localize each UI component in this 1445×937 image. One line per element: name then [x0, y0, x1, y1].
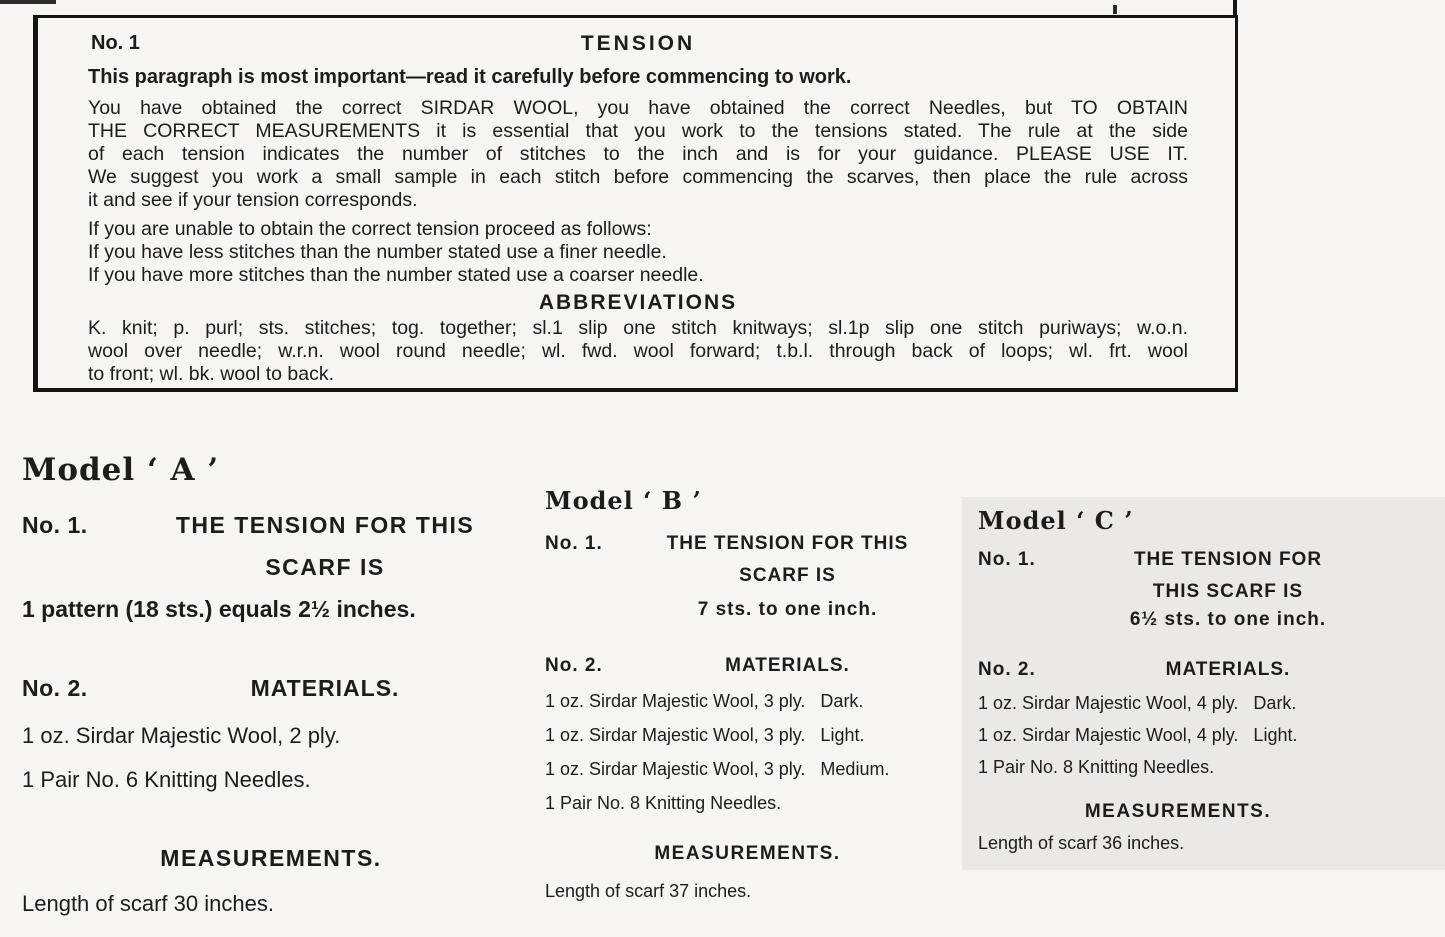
- tension-no-label: No. 1: [91, 32, 140, 54]
- model-a-tension-line1: THE TENSION FOR THIS: [175, 512, 475, 538]
- model-a-no2-label: No. 2.: [22, 675, 88, 701]
- model-a-tension-value: 1 pattern (18 sts.) equals 2½ inches.: [22, 596, 416, 622]
- abbreviation-line: K. knit; p. purl; sts. stitches; tog. together; sl.1 slip one stitch knitways; sl.1p slip one stitch puriways; w.o.n.: [88, 317, 1188, 339]
- model-c-material-item: 1 oz. Sirdar Majestic Wool, 4 ply. Light.: [978, 725, 1298, 745]
- model-a-measurement: Length of scarf 30 inches.: [22, 891, 274, 916]
- model-c-tension-value: 6½ sts. to one inch.: [1129, 609, 1327, 630]
- model-c-measurements-title: MEASUREMENTS.: [1084, 801, 1272, 822]
- paragraph-line: of each tension indicates the number of stitches to the inch and is for your guidance. PLEASE USE IT.: [88, 143, 1188, 165]
- model-b-materials-row: [545, 655, 950, 677]
- tension-advice: [88, 218, 1188, 287]
- model-a-no1-label: No. 1.: [22, 512, 88, 538]
- model-c-materials-title: MATERIALS.: [1165, 659, 1291, 680]
- advice-line: If you have less stitches than the number stated use a finer needle.: [88, 241, 667, 263]
- model-b-tension-row3: [545, 599, 950, 621]
- model-a-materials-row: [22, 675, 520, 701]
- model-b-tension-line1: THE TENSION FOR THIS: [666, 533, 909, 554]
- model-b-material-item: 1 oz. Sirdar Majestic Wool, 3 ply. Dark.: [545, 691, 864, 711]
- paragraph-line: You have obtained the correct SIRDAR WOOL, you have obtained the correct Needles, but TO OBTAIN: [88, 97, 1188, 119]
- paragraph-line: We suggest you work a small sample in each stitch before commencing the scarves, then place the rule across: [88, 166, 1188, 188]
- model-c-no2-label: No. 2.: [978, 659, 1036, 680]
- paragraph-line: THE CORRECT MEASUREMENTS it is essential that you work to the tensions stated. The rule at the side: [88, 120, 1188, 142]
- model-a-heading: Model ‘ A ’: [22, 452, 220, 488]
- model-b-material-item: 1 oz. Sirdar Majestic Wool, 3 ply. Light.: [545, 725, 865, 745]
- model-c-no1-label: No. 1.: [978, 549, 1036, 570]
- model-a-material-item: 1 Pair No. 6 Knitting Needles.: [22, 767, 311, 792]
- model-b-no1-label: No. 1.: [545, 533, 603, 554]
- model-b-no2-label: No. 2.: [545, 655, 603, 676]
- model-b-material-item: 1 oz. Sirdar Majestic Wool, 3 ply. Medium.: [545, 759, 890, 779]
- model-b-measurements-title: MEASUREMENTS.: [654, 843, 841, 864]
- tension-lead-sentence: This paragraph is most important—read it carefully before commencing to work.: [88, 66, 852, 88]
- model-c-tension-line2: THIS SCARF IS: [1152, 581, 1304, 602]
- tension-paragraph: [88, 97, 1188, 212]
- model-b-materials-title: MATERIALS.: [725, 655, 850, 676]
- model-c-tension-row: [978, 549, 1378, 571]
- model-c-tension-row2: [978, 581, 1378, 603]
- model-c-materials-row: [978, 659, 1378, 681]
- model-b-measurement: Length of scarf 37 inches.: [545, 881, 752, 901]
- abbreviations-title: ABBREVIATIONS: [538, 291, 738, 314]
- model-c-measurement: Length of scarf 36 inches.: [978, 833, 1185, 853]
- model-c-material-item: 1 oz. Sirdar Majestic Wool, 4 ply. Dark.: [978, 693, 1297, 713]
- abbreviations-paragraph: [88, 317, 1188, 386]
- advice-line: If you have more stitches than the number stated use a coarser needle.: [88, 264, 704, 286]
- tension-box: [33, 15, 1238, 392]
- model-a-measurements-title: MEASUREMENTS.: [160, 845, 382, 871]
- model-c-tension-row3: [978, 609, 1378, 631]
- model-c-panel: [962, 497, 1445, 870]
- model-b-heading: Model ‘ B ’: [545, 486, 702, 515]
- tension-box-header: [88, 32, 1188, 56]
- model-c-heading: Model ‘ C ’: [978, 506, 1134, 535]
- model-a-tension-row2: [22, 554, 520, 580]
- advice-line: If you are unable to obtain the correct tension proceed as follows:: [88, 218, 652, 240]
- box-right-border-extension: [1233, 0, 1237, 16]
- scan-artifact-top-left: [0, 0, 56, 4]
- tension-title: TENSION: [580, 32, 696, 55]
- model-c-tension-line1: THE TENSION FOR: [1133, 549, 1323, 570]
- model-a-tension-line2: SCARF IS: [265, 554, 385, 580]
- abbreviation-line: wool over needle; w.r.n. wool round needle; wl. fwd. wool forward; t.b.l. through back of loops; wl. frt. wool: [88, 340, 1188, 362]
- model-c-material-item: 1 Pair No. 8 Knitting Needles.: [978, 757, 1215, 777]
- model-a-section: [22, 452, 520, 917]
- model-b-section: [545, 487, 950, 901]
- scan-artifact-top-right: [1113, 5, 1117, 14]
- model-b-tension-row2: [545, 565, 950, 587]
- abbreviation-line: to front; wl. bk. wool to back.: [88, 363, 335, 385]
- model-a-material-item: 1 oz. Sirdar Majestic Wool, 2 ply.: [22, 723, 341, 748]
- model-a-materials-title: MATERIALS.: [250, 675, 400, 701]
- model-b-tension-row: [545, 533, 950, 555]
- model-b-tension-value: 7 sts. to one inch.: [697, 599, 878, 620]
- paragraph-line: it and see if your tension corresponds.: [88, 189, 418, 211]
- model-c-section: [962, 497, 1378, 853]
- model-a-tension-row: [22, 512, 520, 538]
- model-b-material-item: 1 Pair No. 8 Knitting Needles.: [545, 793, 782, 813]
- model-b-tension-line2: SCARF IS: [739, 565, 836, 586]
